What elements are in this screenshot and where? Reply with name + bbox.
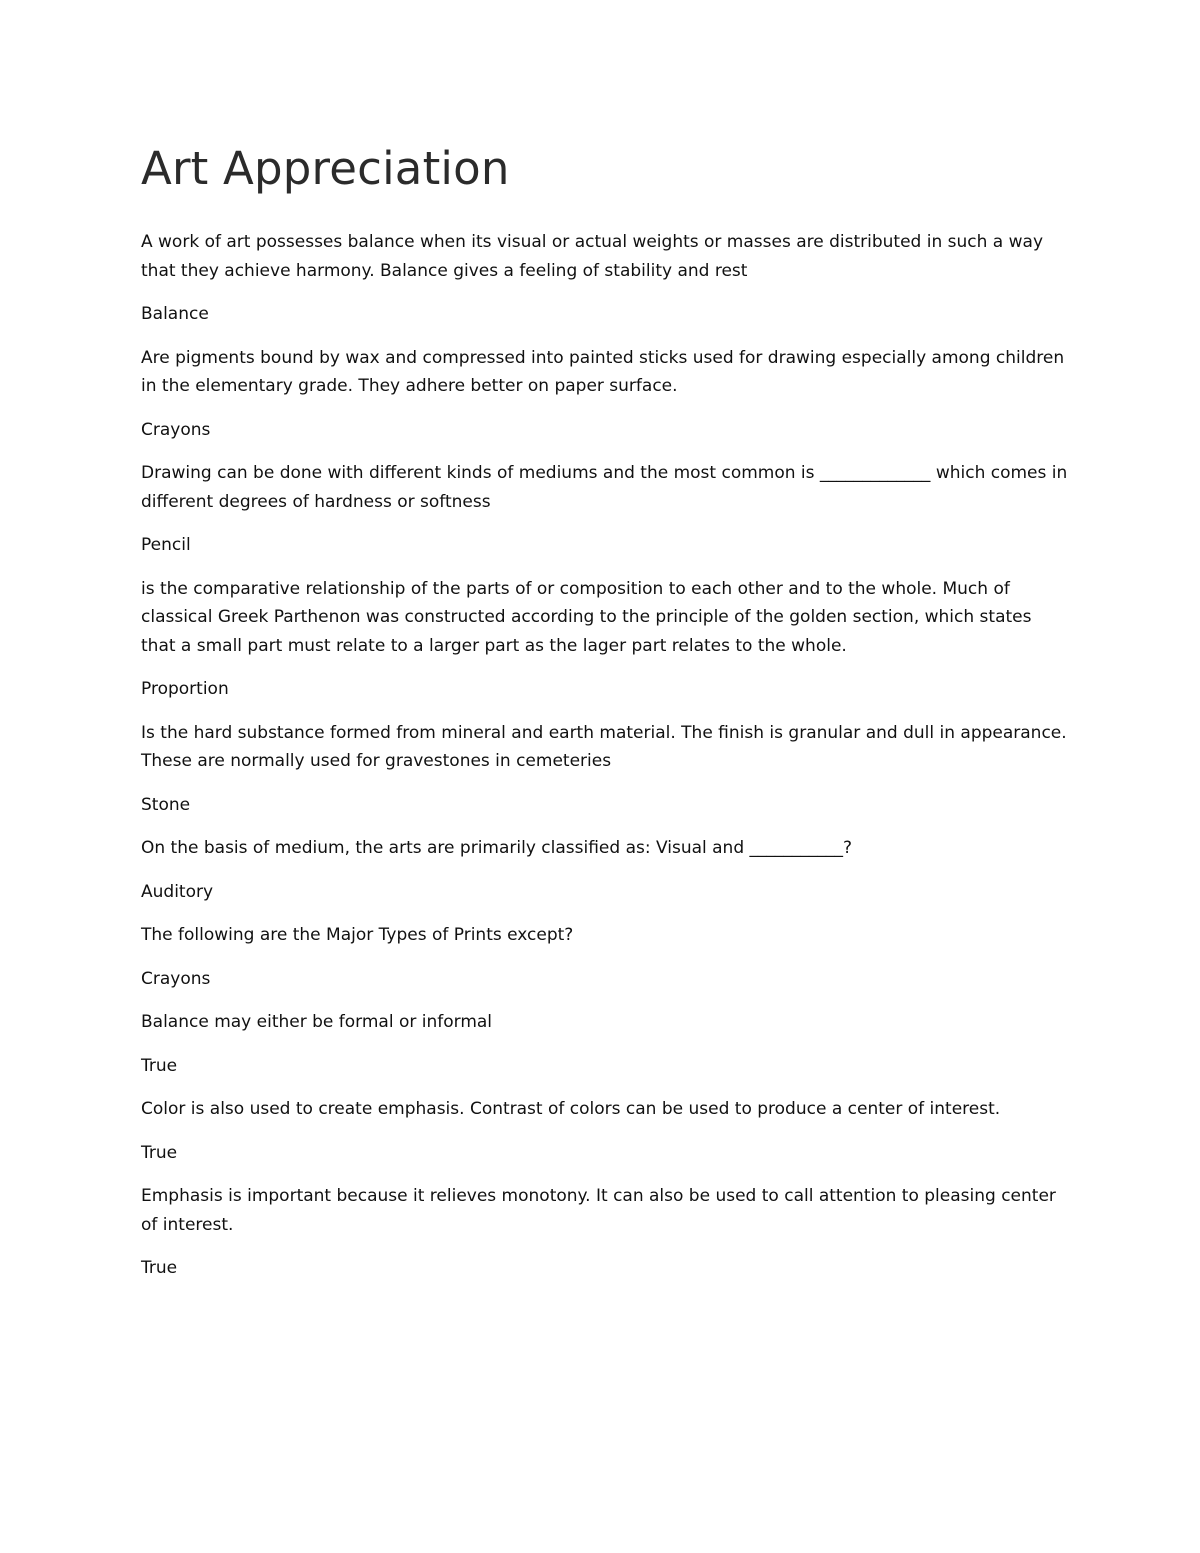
answer-paragraph: Stone	[141, 794, 191, 815]
answer-paragraph: True	[141, 1258, 178, 1278]
document-body	[141, 140, 1071, 1298]
question-paragraph: Are pigments bound by wax and compressed into painted sticks used for drawing especially among children in the elementary grade. They adhere better on paper surface.	[141, 347, 1065, 396]
answer-paragraph: Proportion	[141, 679, 229, 699]
answer-paragraph: True	[141, 1142, 178, 1163]
answer-paragraph: Crayons	[141, 419, 211, 440]
answer-paragraph: Crayons	[141, 968, 211, 989]
answer-paragraph: Pencil	[141, 535, 191, 555]
question-paragraph: A work of art possesses balance when its visual or actual weights or masses are distributed in such a way that they achieve harmony. Balance gives a feeling of stability and rest	[141, 232, 1044, 281]
question-paragraph: The following are the Major Types of Prints except?	[141, 925, 574, 945]
question-paragraph: Color is also used to create emphasis. Contrast of colors can be used to produce a center of interest.	[141, 1099, 1001, 1119]
answer-paragraph: Balance	[141, 304, 209, 324]
question-paragraph: On the basis of medium, the arts are primarily classified as: Visual and ___________?	[141, 838, 853, 858]
question-paragraph: Balance may either be formal or informal	[141, 1012, 493, 1032]
question-paragraph: Is the hard substance formed from mineral and earth material. The finish is granular and dull in appearance. These are normally used for gravestones in cemeteries	[141, 722, 1067, 771]
document-title: Art Appreciation	[141, 142, 510, 195]
answer-paragraph: True	[141, 1055, 178, 1076]
question-paragraph: Drawing can be done with different kinds of mediums and the most common is _____________ which comes in different degrees of hardness or softness	[141, 463, 1068, 512]
answer-paragraph: Auditory	[141, 881, 214, 902]
question-paragraph: is the comparative relationship of the parts of or composition to each other and to the whole. Much of classical Greek Parthenon was constructed according to the principle of the golden section, which states that a small part must relate to a larger part as the lager part relates to the whole.	[141, 578, 1032, 656]
question-paragraph: Emphasis is important because it relieves monotony. It can also be used to call attention to pleasing center of interest.	[141, 1186, 1056, 1235]
